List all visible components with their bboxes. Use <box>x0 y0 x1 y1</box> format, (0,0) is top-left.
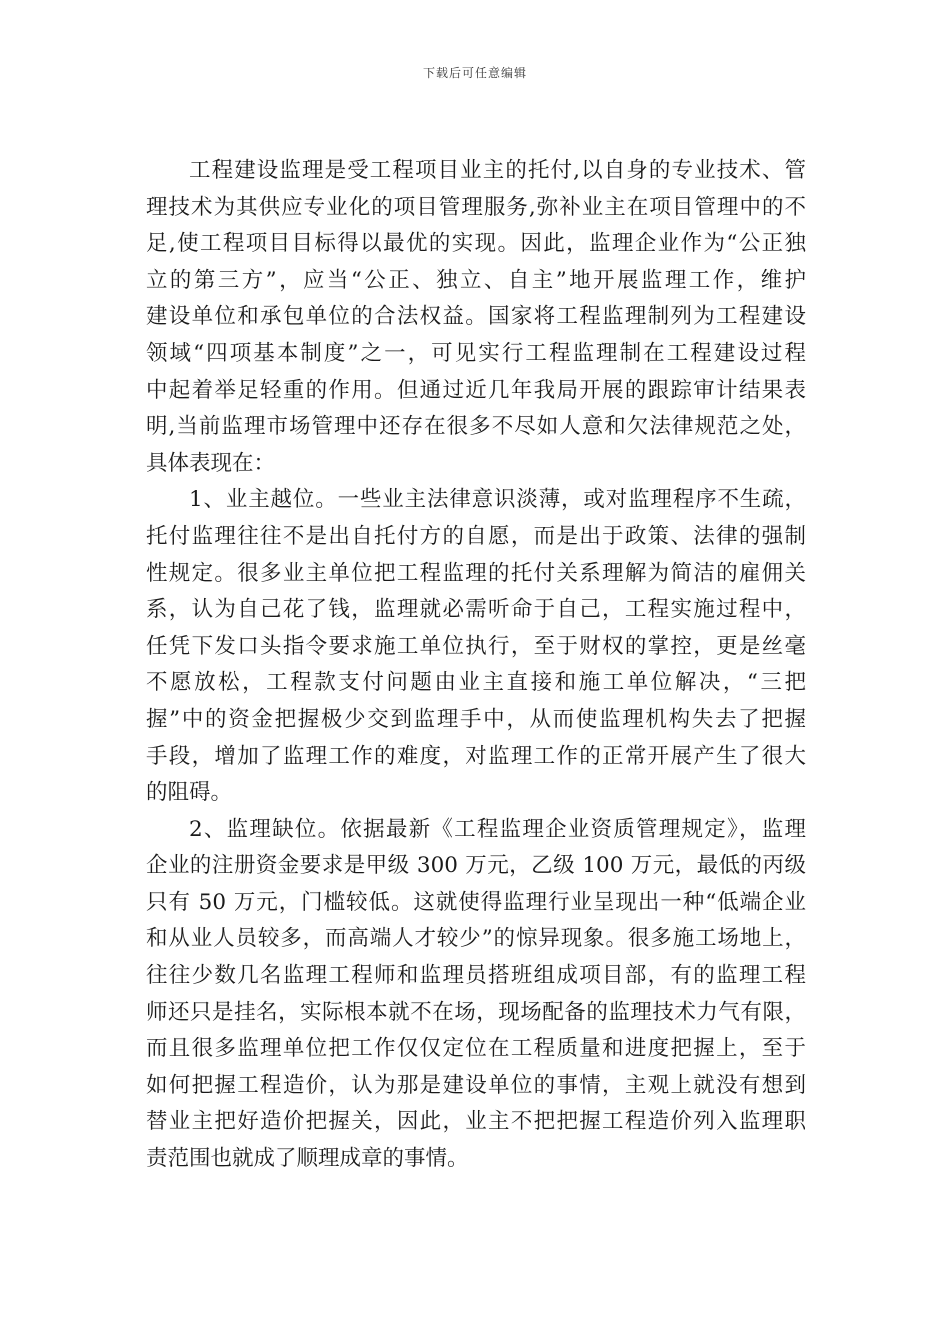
text-line: 责范围也就成了顺理成章的事情。 <box>146 1146 469 1172</box>
paragraph-supervision-absence <box>146 812 806 1178</box>
text-line: 任凭下发口头指令要求施工单位执行，至于财权的掌控，更是丝毫 <box>146 633 806 659</box>
text-line: 替业主把好造价把握关，因此，业主不把把握工程造价列入监理职 <box>146 1109 806 1135</box>
text-line: 具体表现在： <box>146 450 276 476</box>
text-line: 理技术为其供应专业化的项目管理服务,弥补业主在项目管理中的不 <box>146 194 806 220</box>
text-line: 性规定。很多业主单位把工程监理的托付关系理解为简洁的雇佣关 <box>146 560 806 586</box>
text-line: 而且很多监理单位把工作仅仅定位在工程质量和进度把握上，至于 <box>146 1036 806 1062</box>
text-line: 往往少数几名监理工程师和监理员搭班组成项目部，有的监理工程 <box>146 963 806 989</box>
text-line: 中起着举足轻重的作用。但通过近几年我局开展的跟踪审计结果表 <box>146 377 806 403</box>
text-line: 1、业主越位。一些业主法律意识淡薄，或对监理程序不生疏， <box>189 487 806 513</box>
text-line: 领域“四项基本制度”之一，可见实行工程监理制在工程建设过程 <box>146 340 806 366</box>
text-line: 企业的注册资金要求是甲级 300 万元，乙级 100 万元，最低的丙级 <box>146 853 806 879</box>
document-body <box>146 153 806 1178</box>
text-line: 立的第三方”，应当“公正、独立、自主”地开展监理工作，维护 <box>146 267 806 293</box>
text-line: 足,使工程项目目标得以最优的实现。因此，监理企业作为“公正独 <box>146 231 806 257</box>
text-line: 不愿放松，工程款支付问题由业主直接和施工单位解决，“三把 <box>146 670 806 696</box>
page-header: 下载后可任意编辑 <box>422 66 527 80</box>
paragraph-intro <box>146 153 806 482</box>
text-line: 手段，增加了监理工作的难度，对监理工作的正常开展产生了很大 <box>146 743 806 769</box>
text-line: 只有 50 万元，门槛较低。这就使得监理行业呈现出一种“低端企业 <box>146 889 806 915</box>
text-line: 2、监理缺位。依据最新《工程监理企业资质管理规定》，监理 <box>189 816 806 842</box>
text-line: 工程建设监理是受工程项目业主的托付,以自身的专业技术、管 <box>189 158 806 183</box>
text-line: 握”中的资金把握极少交到监理手中，从而使监理机构失去了把握 <box>146 706 806 732</box>
text-line: 建设单位和承包单位的合法权益。国家将工程监理制列为工程建设 <box>146 304 806 330</box>
text-line: 如何把握工程造价，认为那是建设单位的事情，主观上就没有想到 <box>146 1072 806 1098</box>
text-line: 托付监理往往不是出自托付方的自愿，而是出于政策、法律的强制 <box>146 523 806 549</box>
text-line: 明,当前监理市场管理中还存在很多不尽如人意和欠法律规范之处， <box>146 414 806 440</box>
text-line: 的阻碍。 <box>146 780 233 806</box>
text-line: 系，认为自己花了钱，监理就必需听命于自己，工程实施过程中， <box>146 597 806 623</box>
text-line: 师还只是挂名，实际根本就不在场，现场配备的监理技术力气有限， <box>146 999 806 1025</box>
paragraph-owner-overstep <box>146 482 806 811</box>
text-line: 和从业人员较多，而高端人才较少”的惊异现象。很多施工场地上， <box>146 926 806 952</box>
